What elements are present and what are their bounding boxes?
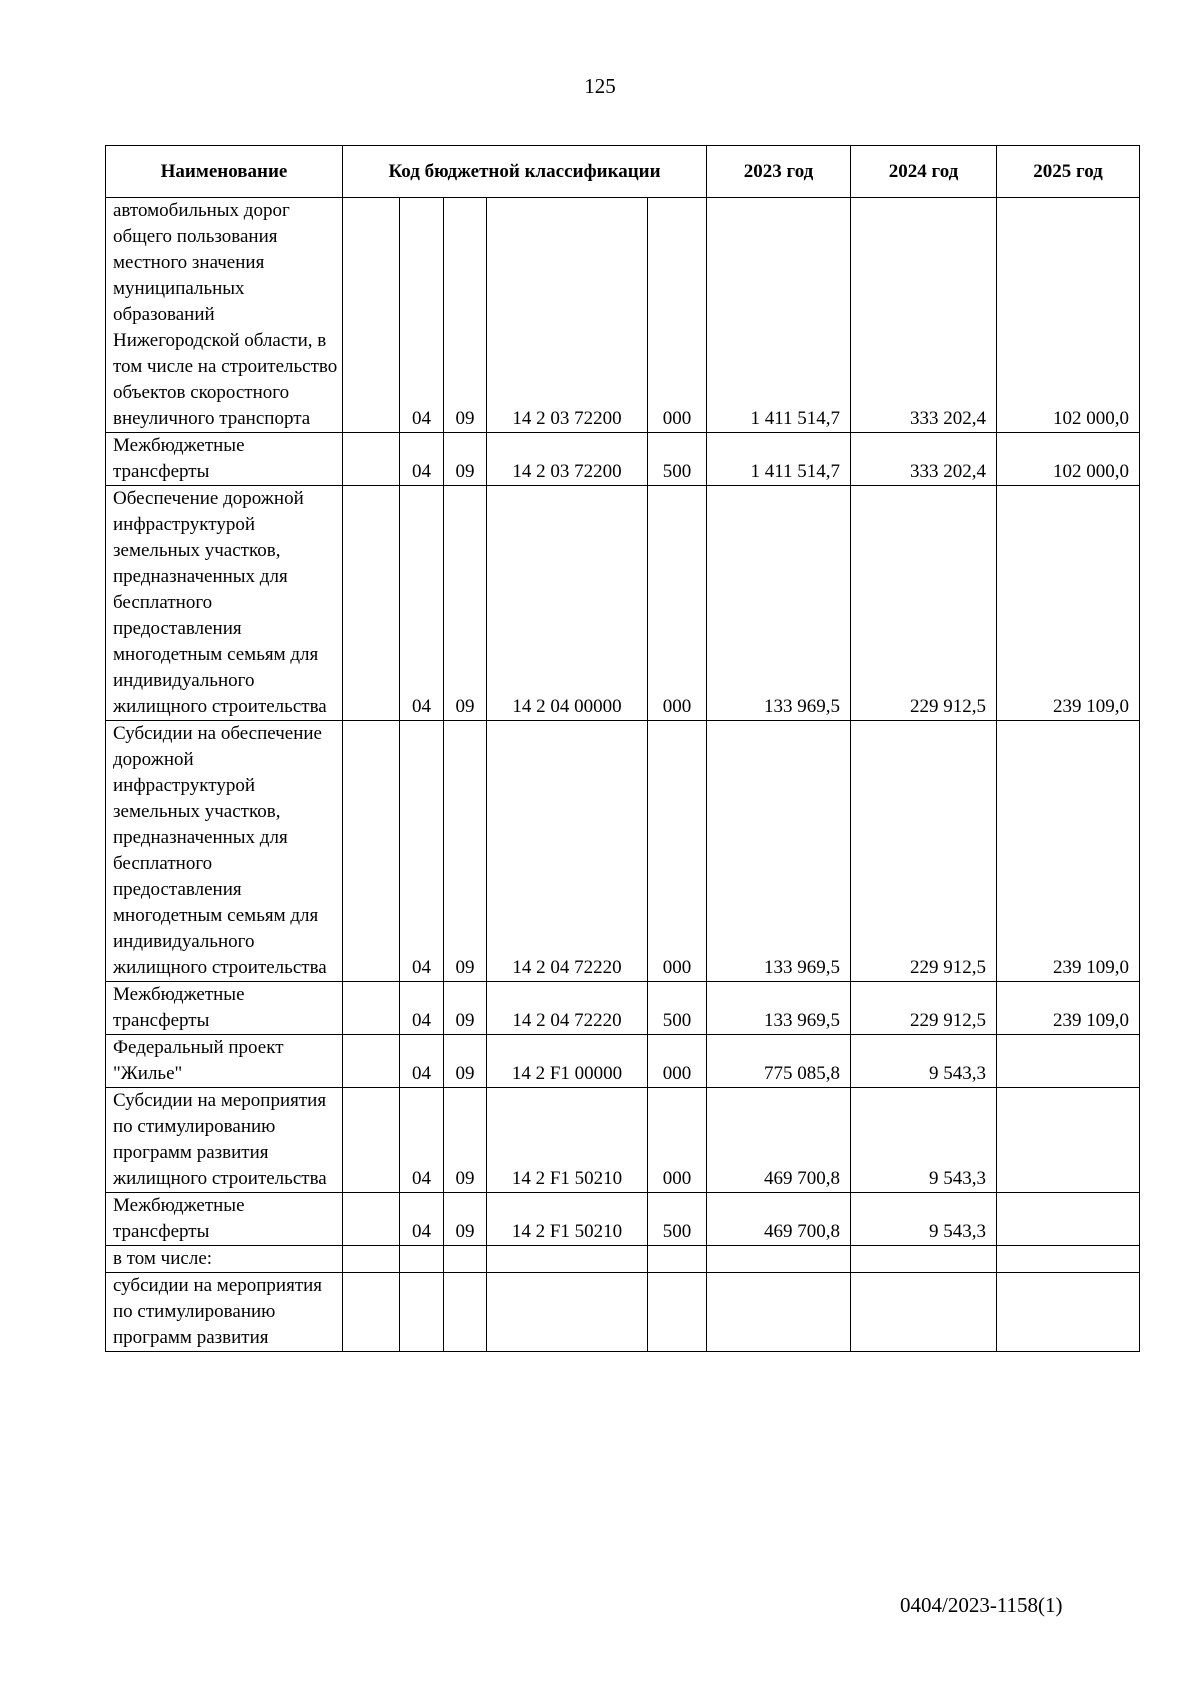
table-row bbox=[106, 721, 1140, 982]
amount-2024: 229 912,5 bbox=[851, 982, 997, 1035]
amount-2023 bbox=[707, 1246, 851, 1273]
section-code: 04 bbox=[400, 982, 444, 1035]
target-article-code: 14 2 04 72220 bbox=[487, 721, 648, 982]
amount-2023: 133 969,5 bbox=[707, 721, 851, 982]
row-name: Федеральный проект "Жилье" bbox=[106, 1035, 343, 1088]
blank-cell bbox=[343, 1273, 400, 1352]
subsection-code: 09 bbox=[444, 486, 487, 721]
row-name: Субсидии на мероприятия по стимулированию программ развития жилищного строительства bbox=[106, 1088, 343, 1193]
row-name: субсидии на мероприятия по стимулированию программ развития bbox=[106, 1273, 343, 1352]
blank-cell bbox=[343, 1246, 400, 1273]
table-row bbox=[106, 1088, 1140, 1193]
target-article-code: 14 2 F1 50210 bbox=[487, 1088, 648, 1193]
row-name: Межбюджетные трансферты bbox=[106, 1193, 343, 1246]
target-article-code: 14 2 04 00000 bbox=[487, 486, 648, 721]
target-article-code: 14 2 03 72200 bbox=[487, 198, 648, 433]
section-code: 04 bbox=[400, 1193, 444, 1246]
expense-type-code bbox=[648, 1246, 707, 1273]
row-name: Межбюджетные трансферты bbox=[106, 982, 343, 1035]
blank-cell bbox=[343, 1193, 400, 1246]
table-row bbox=[106, 433, 1140, 486]
amount-2025 bbox=[997, 1246, 1140, 1273]
expense-type-code: 000 bbox=[648, 198, 707, 433]
header-name: Наименование bbox=[106, 146, 343, 198]
expense-type-code: 000 bbox=[648, 721, 707, 982]
expense-type-code: 500 bbox=[648, 982, 707, 1035]
target-article-code bbox=[487, 1273, 648, 1352]
table-row bbox=[106, 1193, 1140, 1246]
table-row bbox=[106, 1246, 1140, 1273]
section-code: 04 bbox=[400, 486, 444, 721]
amount-2025 bbox=[997, 1088, 1140, 1193]
header-2025: 2025 год bbox=[997, 146, 1140, 198]
document-code: 0404/2023-1158(1) bbox=[900, 1593, 1063, 1617]
amount-2024: 333 202,4 bbox=[851, 198, 997, 433]
amount-2024: 229 912,5 bbox=[851, 721, 997, 982]
page-number: 125 bbox=[584, 74, 616, 98]
target-article-code: 14 2 04 72220 bbox=[487, 982, 648, 1035]
amount-2024: 229 912,5 bbox=[851, 486, 997, 721]
amount-2023 bbox=[707, 1273, 851, 1352]
header-2024: 2024 год bbox=[851, 146, 997, 198]
subsection-code bbox=[444, 1246, 487, 1273]
amount-2025 bbox=[997, 1035, 1140, 1088]
expense-type-code: 500 bbox=[648, 1193, 707, 1246]
subsection-code: 09 bbox=[444, 1193, 487, 1246]
expense-type-code: 500 bbox=[648, 433, 707, 486]
amount-2023: 469 700,8 bbox=[707, 1088, 851, 1193]
section-code: 04 bbox=[400, 1088, 444, 1193]
target-article-code: 14 2 03 72200 bbox=[487, 433, 648, 486]
expense-type-code: 000 bbox=[648, 1088, 707, 1193]
section-code: 04 bbox=[400, 721, 444, 982]
section-code: 04 bbox=[400, 1035, 444, 1088]
blank-cell bbox=[343, 721, 400, 982]
subsection-code: 09 bbox=[444, 982, 487, 1035]
table-row bbox=[106, 982, 1140, 1035]
blank-cell bbox=[343, 198, 400, 433]
blank-cell bbox=[343, 1088, 400, 1193]
blank-cell bbox=[343, 433, 400, 486]
table-header-row bbox=[106, 146, 1140, 198]
subsection-code: 09 bbox=[444, 1088, 487, 1193]
amount-2024: 9 543,3 bbox=[851, 1088, 997, 1193]
amount-2025 bbox=[997, 1273, 1140, 1352]
budget-table bbox=[105, 145, 1140, 1352]
expense-type-code: 000 bbox=[648, 486, 707, 721]
row-name: Субсидии на обеспечение дорожной инфраструктурой земельных участков, предназначенных для бесплатного предоставления многодетным семьям для индивидуального жилищного строительства bbox=[106, 721, 343, 982]
table-row bbox=[106, 1035, 1140, 1088]
row-name: Межбюджетные трансферты bbox=[106, 433, 343, 486]
amount-2023: 133 969,5 bbox=[707, 486, 851, 721]
target-article-code: 14 2 F1 00000 bbox=[487, 1035, 648, 1088]
table-row bbox=[106, 1273, 1140, 1352]
target-article-code bbox=[487, 1246, 648, 1273]
blank-cell bbox=[343, 1035, 400, 1088]
target-article-code: 14 2 F1 50210 bbox=[487, 1193, 648, 1246]
row-name: Обеспечение дорожной инфраструктурой земельных участков, предназначенных для бесплатного предоставления многодетным семьям для индивидуального жилищного строительства bbox=[106, 486, 343, 721]
amount-2024: 333 202,4 bbox=[851, 433, 997, 486]
header-code: Код бюджетной классификации bbox=[343, 146, 707, 198]
subsection-code bbox=[444, 1273, 487, 1352]
amount-2023: 133 969,5 bbox=[707, 982, 851, 1035]
amount-2024 bbox=[851, 1273, 997, 1352]
amount-2024: 9 543,3 bbox=[851, 1035, 997, 1088]
row-name: в том числе: bbox=[106, 1246, 343, 1273]
amount-2025: 102 000,0 bbox=[997, 433, 1140, 486]
amount-2025 bbox=[997, 1193, 1140, 1246]
amount-2025: 239 109,0 bbox=[997, 721, 1140, 982]
expense-type-code bbox=[648, 1273, 707, 1352]
subsection-code: 09 bbox=[444, 198, 487, 433]
section-code: 04 bbox=[400, 198, 444, 433]
amount-2025: 239 109,0 bbox=[997, 486, 1140, 721]
amount-2024 bbox=[851, 1246, 997, 1273]
amount-2023: 1 411 514,7 bbox=[707, 198, 851, 433]
section-code bbox=[400, 1246, 444, 1273]
table-row bbox=[106, 198, 1140, 433]
blank-cell bbox=[343, 486, 400, 721]
expense-type-code: 000 bbox=[648, 1035, 707, 1088]
header-2023: 2023 год bbox=[707, 146, 851, 198]
amount-2025: 239 109,0 bbox=[997, 982, 1140, 1035]
section-code: 04 bbox=[400, 433, 444, 486]
amount-2023: 775 085,8 bbox=[707, 1035, 851, 1088]
blank-cell bbox=[343, 982, 400, 1035]
amount-2025: 102 000,0 bbox=[997, 198, 1140, 433]
amount-2024: 9 543,3 bbox=[851, 1193, 997, 1246]
amount-2023: 1 411 514,7 bbox=[707, 433, 851, 486]
subsection-code: 09 bbox=[444, 721, 487, 982]
amount-2023: 469 700,8 bbox=[707, 1193, 851, 1246]
table-row bbox=[106, 486, 1140, 721]
section-code bbox=[400, 1273, 444, 1352]
subsection-code: 09 bbox=[444, 1035, 487, 1088]
subsection-code: 09 bbox=[444, 433, 487, 486]
row-name: автомобильных дорог общего пользования местного значения муниципальных образований Нижегородской области, в том числе на строительство объектов скоростного внеуличного транспорта bbox=[106, 198, 343, 433]
